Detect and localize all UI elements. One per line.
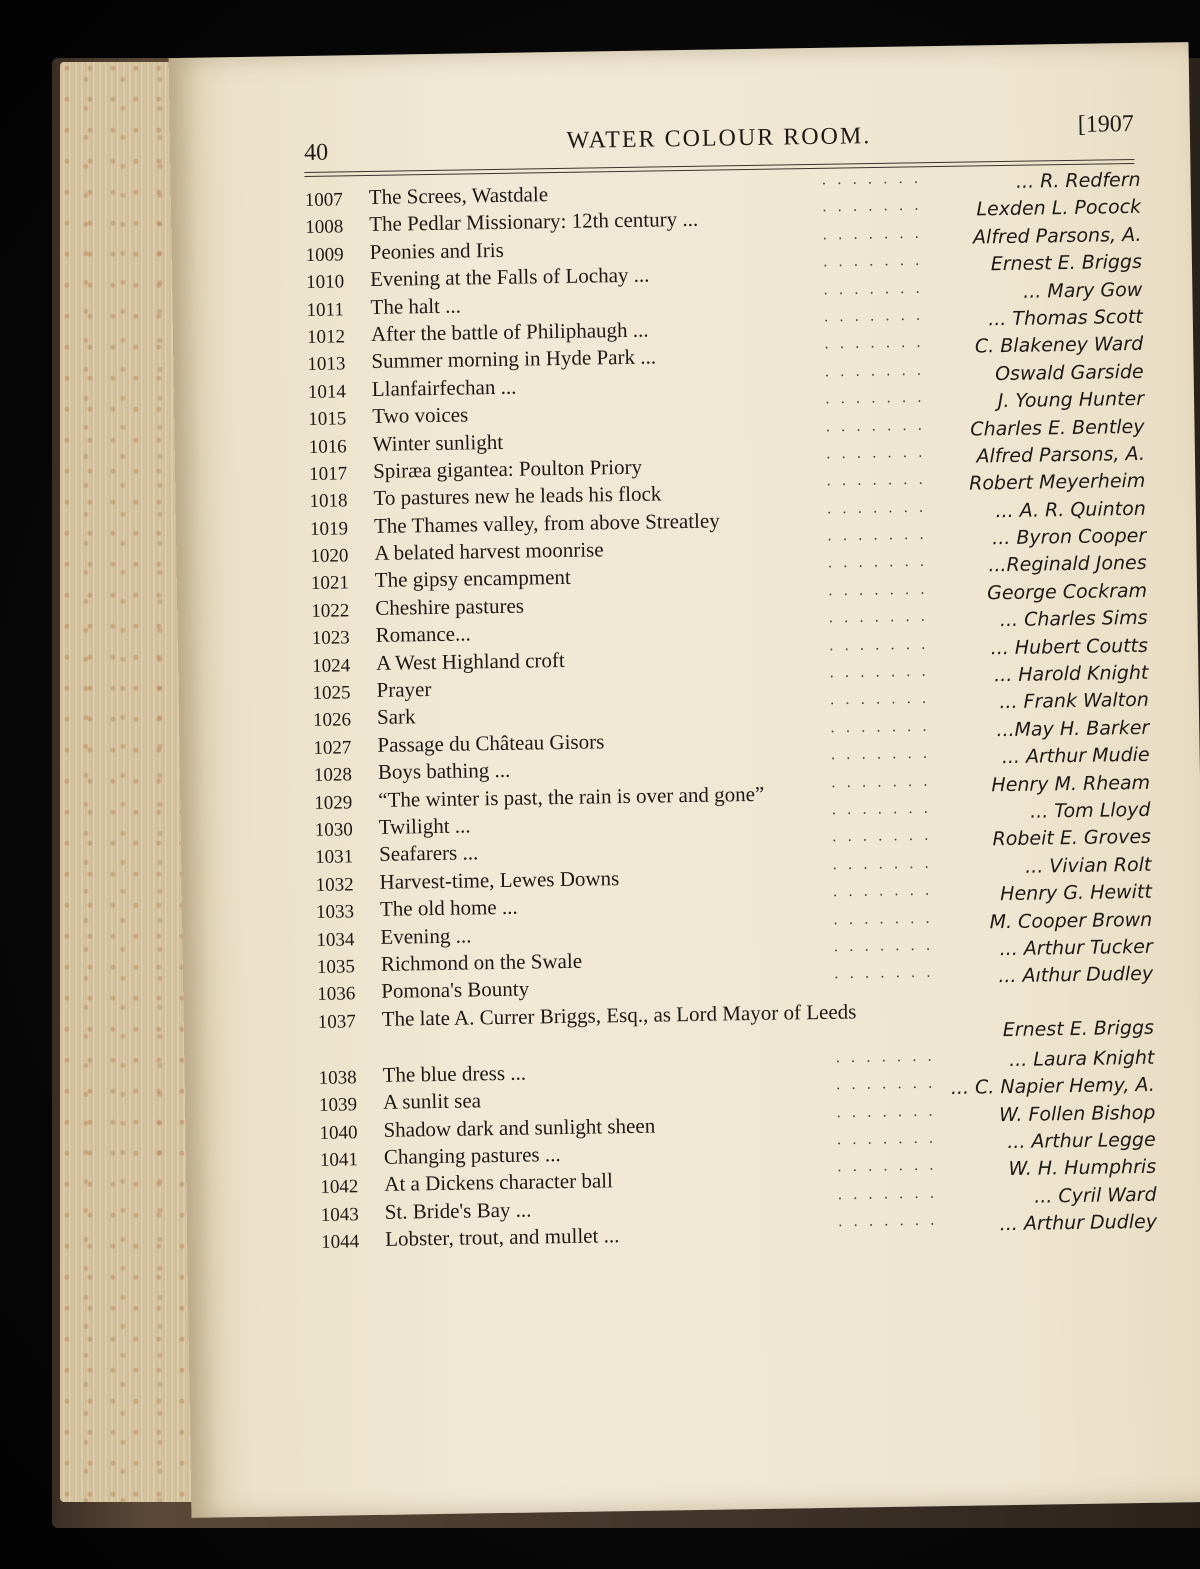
entry-title: A sunlit sea [382,1088,482,1114]
entry-artist: ... Aıthur Dudley [998,963,1154,988]
leader-dots: ······· [835,1079,943,1098]
entry-title: Two voices [372,402,469,429]
leader-dots: ······· [836,1133,944,1153]
entry-number: 1028 [313,764,353,787]
entry-number: 1030 [314,819,353,841]
entry-artist: ... Cyril Ward [1034,1183,1157,1208]
leader-dots: ······· [833,941,941,960]
entry-number: 1040 [319,1121,358,1144]
entry-number: 1015 [308,408,347,431]
entry-artist: ... Tom Lloyd [1029,798,1151,823]
entry-artist: ... Laura Knight [1008,1046,1155,1071]
leader-dots: ······· [830,749,938,768]
entry-number: 1020 [310,545,349,568]
entry-title: At a Dickens character ball [384,1168,614,1197]
entry-title: The gipsy encampment [374,565,571,593]
entry-artist: ... Byron Cooper [992,524,1147,550]
entry-number: 1032 [315,874,354,896]
page-number: 40 [303,139,329,166]
entry-number: 1035 [316,956,356,978]
entry-title: Seafarers ... [378,840,479,867]
leader-dots: ······· [832,886,940,905]
entry-number: 1008 [305,216,344,239]
leader-dots: ······· [829,721,938,741]
entry-title: A West Highland croft [375,647,565,675]
entry-artist: Ernest E. Briggs [1002,1016,1155,1041]
leader-dots: ······· [821,201,930,221]
entry-title: Spiræa gigantea: Poulton Priory [372,454,643,483]
entry-title: Summer morning in Hyde Park ... [371,344,657,374]
entry-artist: ... Arthur Mudie [1001,743,1150,769]
leader-dots: ······· [836,1161,945,1181]
entry-title: Shadow dark and sunlight sheen [383,1113,656,1142]
leader-dots: ······· [831,858,940,878]
entry-title: After the battle of Philiphaugh ... [370,317,649,346]
leader-dots: ······· [829,694,937,714]
entry-title: Boys bathing ... [377,758,511,785]
leader-dots: ······· [824,393,933,412]
entry-title: Richmond on the Swale [380,948,583,976]
entry-artist: J. Young Hunter [997,387,1145,413]
leader-dots: ······· [837,1188,945,1208]
entry-artist: Lexden L. Pocock [976,196,1142,221]
entry-number: 1043 [320,1203,359,1226]
entry-artist: ... Hubert Coutts [990,634,1149,659]
entry-title: Prayer [376,677,432,702]
entry-title: The Screes, Wastdale [368,182,549,209]
entry-title: Passage du Château Gisors [377,729,605,757]
entry-number: 1034 [316,928,355,951]
entry-artist: Oswald Garside [994,360,1144,385]
entry-number: 1033 [315,901,355,924]
entry-title: The blue dress ... [382,1060,527,1087]
entry-title: Romance... [375,621,471,648]
leader-dots: ······· [830,776,939,796]
entry-title: The old home ... [379,894,518,922]
entry-number: 1011 [306,298,345,321]
entry-artist: ... Vivian Rolt [1024,853,1152,878]
entry-number: 1044 [321,1231,360,1253]
entry-number: 1010 [305,271,345,294]
leader-dots: ······· [837,1216,946,1235]
entry-number: 1014 [307,381,347,403]
leader-dots: ······· [828,667,937,686]
entry-title: Evening at the Falls of Lochay ... [369,262,650,292]
leader-dots: ······· [823,338,932,358]
entry-title: Evening ... [380,923,472,949]
entry-title: The late A. Currer Briggs, Esq., as Lord Mayor of Leeds [381,999,857,1031]
entry-artist: Charles E. Bentley [970,415,1145,441]
entry-artist: ... Mary Gow [1023,278,1143,303]
entry-number: 1038 [318,1066,357,1089]
entry-title: Llanfairfechan ... [371,374,517,401]
entry-number: 1024 [311,654,351,677]
leader-dots: ······· [825,448,934,467]
leader-dots: ······· [835,1106,944,1126]
entry-title: Harvest-time, Lewes Downs [379,865,620,894]
leader-dots: ······· [825,420,933,440]
entry-title: Cheshire pastures [375,593,525,620]
entry-artist: ...May H. Barker [996,716,1150,741]
entry-artist: Alfred Parsons, A. [976,442,1146,468]
entry-artist: Robeit E. Groves [992,826,1152,851]
entry-number: 1007 [304,189,344,211]
entry-artist: George Cockram [986,579,1148,605]
entry-title: Winter sunlight [372,429,504,456]
leader-dots: ······· [822,228,930,248]
entry-title: Sark [376,704,416,730]
entry-number: 1042 [320,1176,359,1199]
entry-artist: Henry G. Hewitt [1000,880,1152,906]
entry-number: 1009 [305,244,344,266]
entry-number: 1017 [308,463,348,485]
entry-artist: ... Thomas Scott [988,305,1143,331]
entry-artist: W. H. Humphris [1008,1156,1157,1181]
entry-number: 1036 [317,983,356,1006]
entry-artist: ... Arthur Dudley [999,1210,1158,1236]
entry-artist: ... Frank Walton [999,689,1149,714]
entry-number: 1021 [310,572,350,595]
entry-number: 1039 [318,1094,358,1116]
leader-dots: ······· [835,1051,943,1071]
page-header [304,111,1135,168]
entry-number: 1022 [311,600,350,622]
section-title: WATER COLOUR ROOM. [566,123,872,154]
entry-number: 1029 [314,791,353,814]
entry-number: 1012 [306,326,346,348]
entry-artist: Henry M. Rheam [991,771,1151,796]
entry-artist: ... Arthur Tucker [999,935,1153,961]
entry-number: 1041 [319,1149,359,1171]
leader-dots: ······· [831,831,940,851]
entry-number: 1031 [315,846,354,869]
catalogue-entries [304,168,1158,1253]
entry-title: The Thames valley, from above Streatley [373,508,720,538]
leader-dots: ······· [822,256,931,276]
entry-artist: ... Harold Knight [993,661,1149,687]
entry-title: Twilight ... [378,813,471,839]
entry-title: Peonies and Iris [369,237,504,264]
leader-dots: ······· [828,639,937,659]
entry-number: 1018 [309,490,348,513]
entry-number: 1037 [317,1011,356,1033]
leader-dots: ······· [828,612,936,632]
year-marker: [1907 [1077,110,1134,138]
entry-artist: Alfred Parsons, A. [972,223,1142,249]
entry-title: The halt ... [370,293,462,319]
catalogue-page [169,42,1200,1518]
entry-artist: W. Follen Bishop [998,1101,1156,1126]
entry-title: A belated harvest moonrise [374,537,604,566]
leader-dots: ······· [826,530,935,549]
entry-title: “The winter is past, the rain is over and gone” [378,781,765,812]
entry-artist: Robert Meyerheim [968,470,1146,495]
leader-dots: ······· [833,968,942,988]
entry-title: Changing pastures ... [383,1141,561,1169]
entry-title: Pomona's Bounty [381,976,530,1004]
leader-dots: ······· [832,913,941,933]
entry-artist: ...Reginald Jones [988,552,1147,577]
entry-artist: ... R. Redfern [1015,168,1141,193]
entry-artist: ... Arthur Legge [1007,1128,1156,1153]
leader-dots: ······· [822,283,931,303]
entry-number: 1013 [307,353,346,376]
entry-title: The Pedlar Missionary: 12th century ... [369,207,699,237]
leader-dots: ······· [824,365,932,385]
entry-number: 1027 [313,737,352,759]
entry-number: 1023 [311,627,350,650]
leader-dots: ······· [825,475,934,495]
leader-dots: ······· [831,804,939,823]
entry-artist: ... C. Napier Hemy, A. [950,1073,1156,1100]
entry-title: St. Bride's Bay ... [384,1197,532,1224]
leader-dots: ······· [826,502,934,522]
leader-dots: ······· [821,174,929,193]
entry-artist: C. Blakeney Ward [974,333,1144,358]
entry-artist: Ernest E. Briggs [990,251,1143,276]
leader-dots: ······· [827,584,936,604]
entry-artist: ... A. R. Quinton [995,497,1146,522]
entry-number: 1025 [312,682,351,704]
entry-title: To pastures new he leads his flock [373,481,662,511]
entry-title: Lobster, trout, and mullet ... [384,1223,620,1251]
entry-artist: M. Cooper Brown [989,908,1153,933]
entry-number: 1026 [312,709,352,732]
entry-number: 1019 [309,518,349,540]
leader-dots: ······· [827,557,935,577]
entry-artist: ... Charles Sims [999,607,1148,632]
leader-dots: ······· [823,311,931,330]
entry-number: 1016 [308,435,347,458]
